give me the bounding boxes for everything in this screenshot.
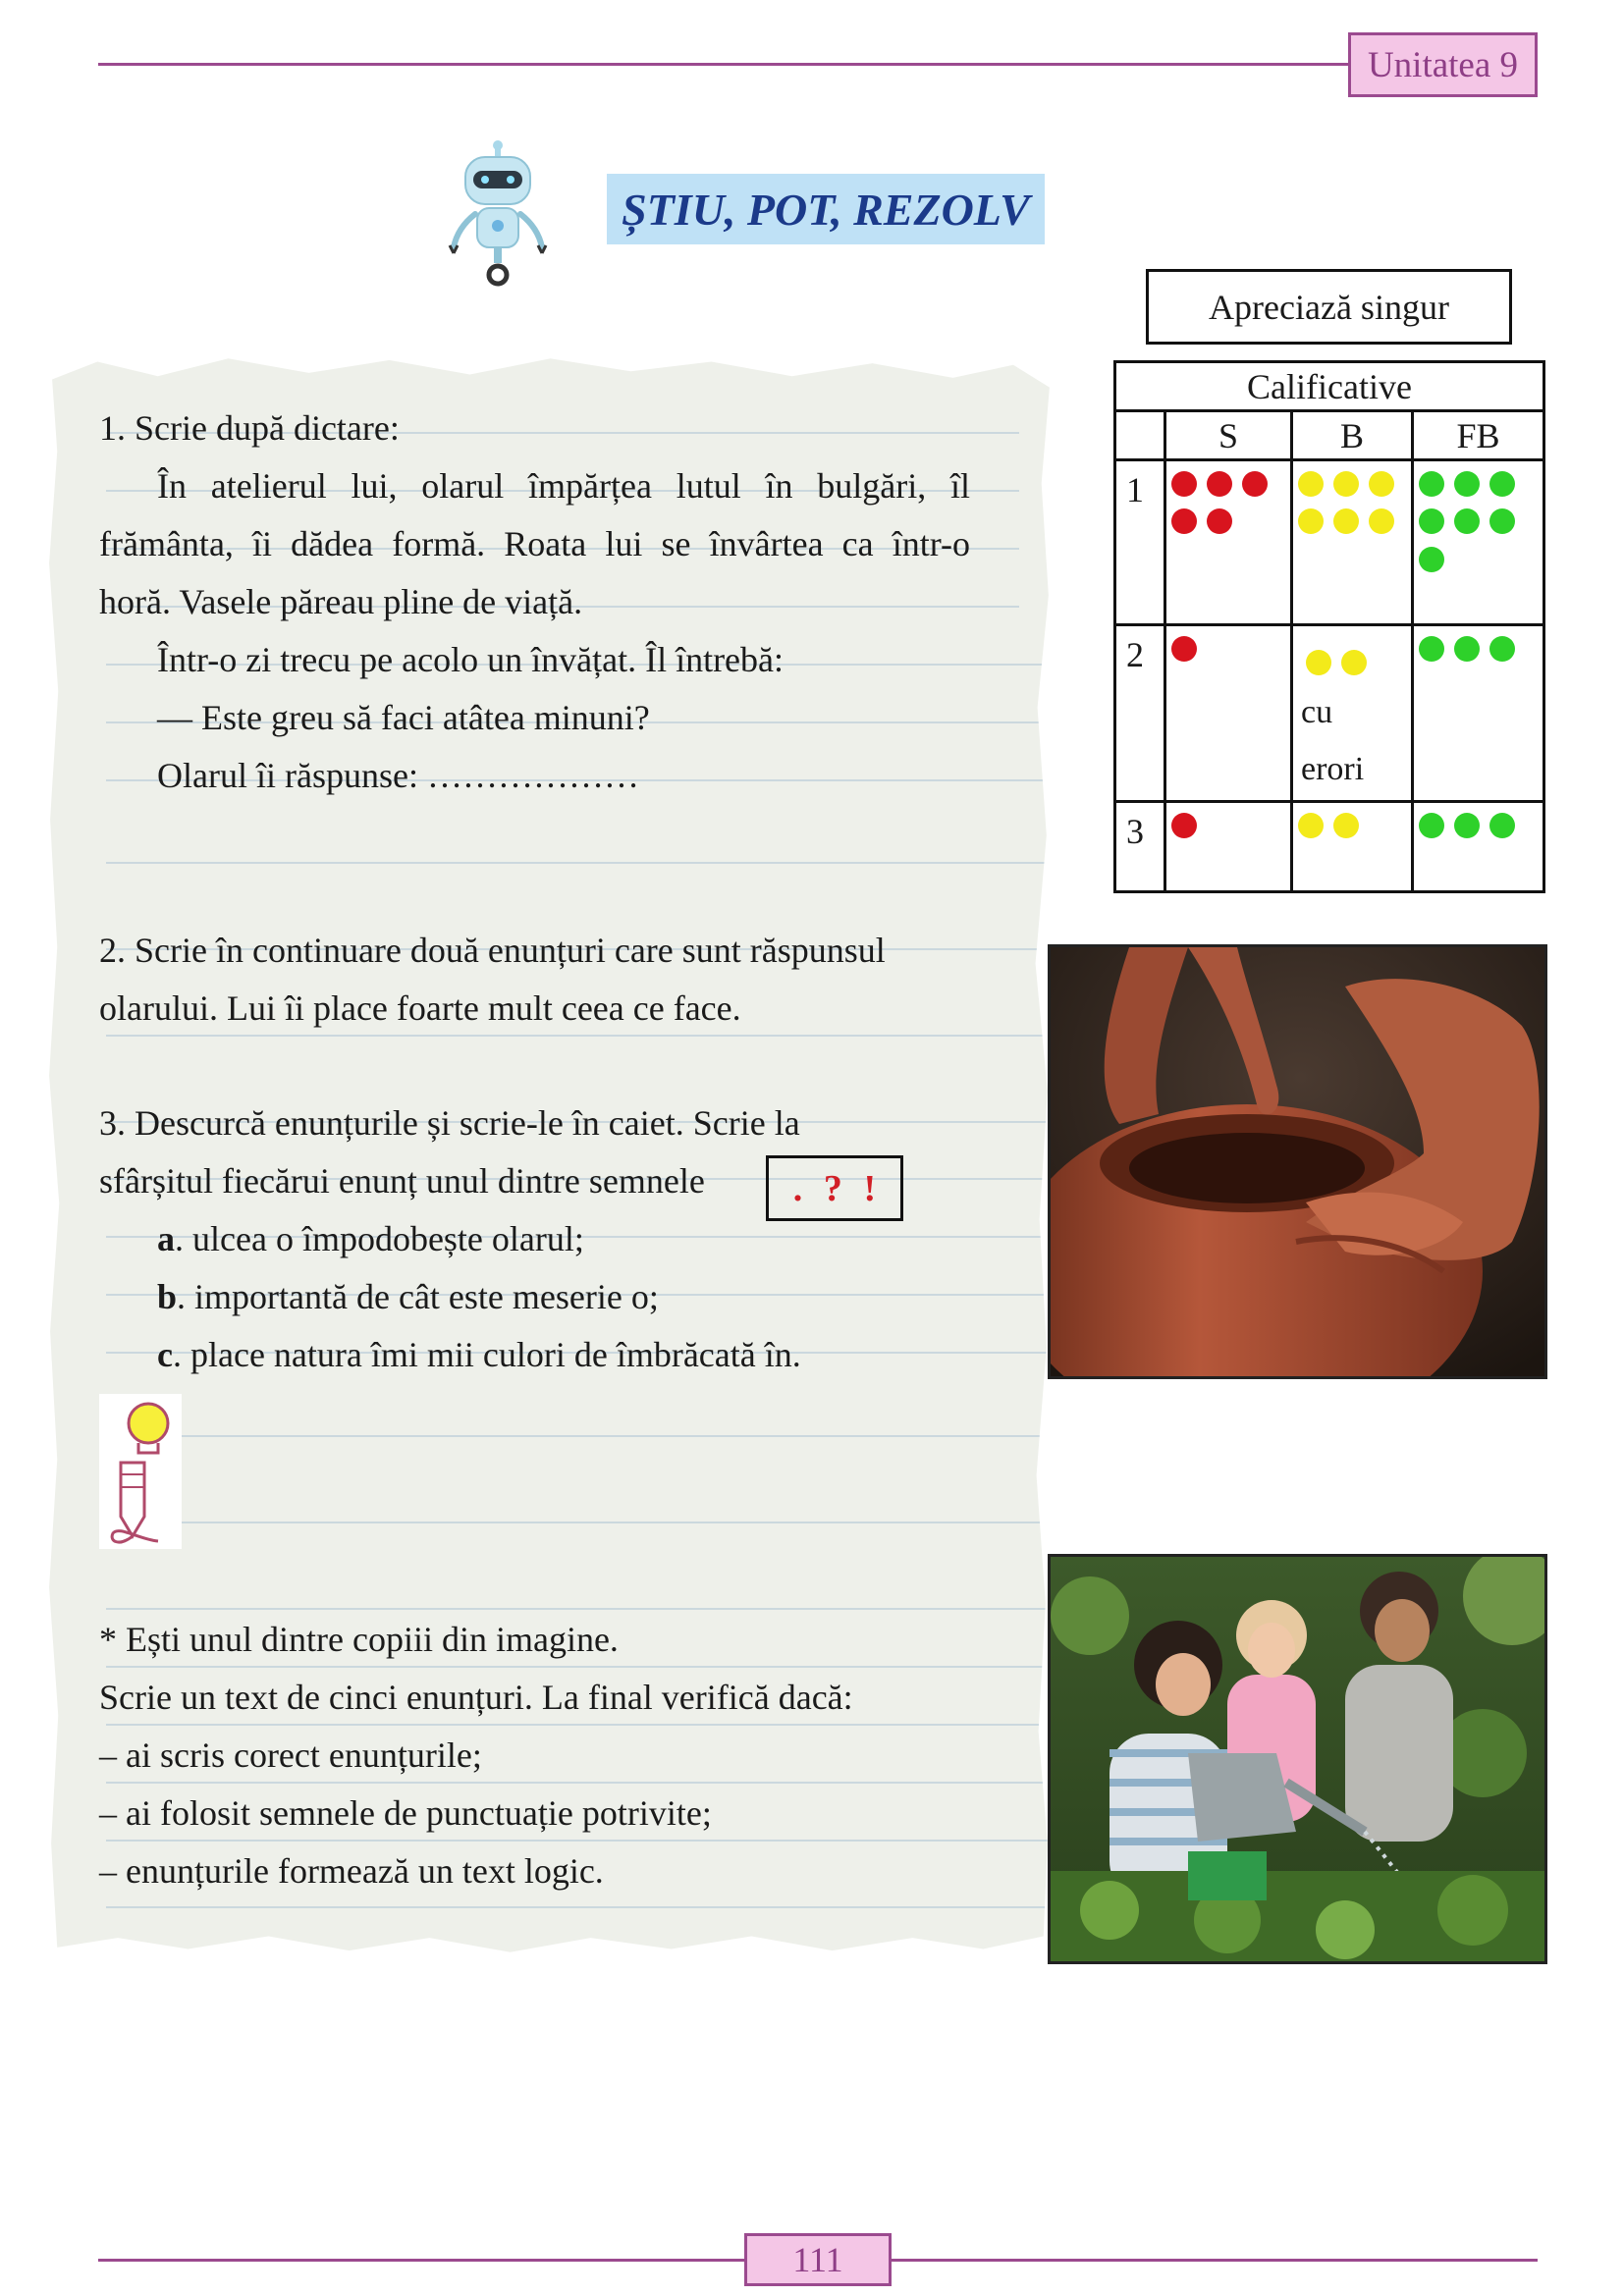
dots-s — [1165, 802, 1292, 892]
ex4-check1: – ai scris corect enunțurile; — [99, 1735, 482, 1775]
rating-dot — [1333, 508, 1359, 534]
rating-dot — [1419, 547, 1444, 572]
punctuation-signs-box — [766, 1155, 903, 1221]
ex1-line4: Într-o zi trecu pe acolo un învățat. Îl întrebă: — [157, 640, 785, 679]
sign-exclamation: ! — [863, 1167, 877, 1209]
ex3-item-c — [157, 1326, 801, 1384]
lightbulb-pencil-icon — [99, 1394, 182, 1549]
rating-dot — [1419, 508, 1444, 534]
ex1-line5: — Este greu să faci atâtea minuni? — [157, 698, 650, 737]
rating-dot — [1454, 471, 1480, 497]
dots-b — [1292, 460, 1413, 625]
self-eval-label: Apreciază singur — [1146, 269, 1512, 345]
rating-dot — [1489, 813, 1515, 838]
row-num: 1 — [1115, 460, 1165, 625]
ex3-line1: 3. Descurcă enunțurile și scrie-le în caiet. Scrie la — [99, 1103, 800, 1143]
rating-dot — [1207, 471, 1232, 497]
dots-fb — [1413, 802, 1544, 892]
rating-dot — [1207, 508, 1232, 534]
rating-dot — [1242, 471, 1268, 497]
rating-dot — [1333, 813, 1359, 838]
dots-b — [1301, 640, 1403, 678]
ex2-line1: 2. Scrie în continuare două enunțuri care sunt răspunsul — [99, 931, 886, 970]
row-num: 2 — [1115, 625, 1165, 802]
page-title: ȘTIU, POT, REZOLV — [607, 174, 1045, 244]
pottery-photo — [1048, 944, 1547, 1379]
rating-dot — [1489, 636, 1515, 662]
calif-title: Calificative — [1115, 362, 1544, 411]
rating-dot — [1306, 650, 1331, 675]
footer-rule-left — [98, 2259, 744, 2262]
rating-dot — [1489, 508, 1515, 534]
rating-dot — [1298, 471, 1324, 497]
rating-dot — [1333, 471, 1359, 497]
ex1-line6: Olarul îi răspunse: ……………… — [157, 756, 639, 795]
ex1-line3: horă. Vasele păreau pline de viață. — [99, 582, 583, 621]
rating-dot — [1489, 471, 1515, 497]
footer-rule-right — [892, 2259, 1538, 2262]
ex1-line1: În atelierul lui, olarul împărțea lutul în bulgări, îl — [157, 466, 970, 506]
ex4-line2: Scrie un text de cinci enunțuri. La final verifică dacă: — [99, 1678, 853, 1717]
unit-label: Unitatea 9 — [1348, 32, 1538, 97]
dots-fb — [1413, 625, 1544, 802]
item-letter: b — [157, 1277, 178, 1316]
rating-dot — [1171, 636, 1197, 662]
col-b: B — [1292, 411, 1413, 460]
sign-period: . — [792, 1167, 803, 1209]
ex4-line1: * Ești unul dintre copiii din imagine. — [99, 1620, 619, 1659]
item-letter: c — [157, 1335, 173, 1374]
ex4-check2: – ai folosit semnele de punctuație potrivite; — [99, 1793, 712, 1833]
header-rule — [98, 63, 1348, 66]
dots-s — [1165, 625, 1292, 802]
rating-dot — [1298, 508, 1324, 534]
ex4-check3: – enunțurile formează un text logic. — [99, 1851, 604, 1891]
sign-question: ? — [823, 1167, 842, 1209]
col-s: S — [1165, 411, 1292, 460]
rating-dot — [1298, 813, 1324, 838]
ex2-line2: olarului. Lui îi place foarte mult ceea ce face. — [99, 988, 741, 1028]
ex1-heading: 1. Scrie după dictare: — [99, 408, 400, 448]
table-row — [1115, 460, 1544, 625]
rating-dot — [1454, 636, 1480, 662]
item-text: . importantă de cât este meserie o; — [177, 1277, 659, 1316]
row-num: 3 — [1115, 802, 1165, 892]
rating-dot — [1419, 471, 1444, 497]
dots-s — [1165, 460, 1292, 625]
rating-dot — [1419, 813, 1444, 838]
rating-dot — [1171, 508, 1197, 534]
col-fb: FB — [1413, 411, 1544, 460]
item-text: . place natura îmi mii culori de îmbrăcată în. — [172, 1335, 801, 1374]
rating-dot — [1369, 508, 1394, 534]
note-cu-erori: cu erori — [1301, 693, 1365, 787]
page-number: 111 — [744, 2233, 892, 2286]
ex3-item-b — [157, 1268, 659, 1326]
dots-b — [1292, 802, 1413, 892]
robot-icon — [444, 137, 552, 294]
ex3-line2: sfârșitul fiecărui enunț unul dintre semnele — [99, 1161, 705, 1201]
rating-dot — [1369, 471, 1394, 497]
rating-dot — [1171, 813, 1197, 838]
table-row — [1115, 802, 1544, 892]
table-row — [1115, 625, 1544, 802]
ex3-item-a — [157, 1210, 584, 1268]
rating-dot — [1454, 508, 1480, 534]
item-letter: a — [157, 1219, 175, 1258]
dots-fb — [1413, 460, 1544, 625]
calificative-table — [1113, 360, 1545, 893]
children-gardening-photo — [1048, 1554, 1547, 1964]
rating-dot — [1454, 813, 1480, 838]
rating-dot — [1341, 650, 1367, 675]
rating-dot — [1171, 471, 1197, 497]
item-text: . ulcea o împodobește olarul; — [175, 1219, 584, 1258]
rating-dot — [1419, 636, 1444, 662]
ex1-line2: frământa, îi dădea formă. Roata lui se învârtea ca într-o — [99, 524, 970, 563]
